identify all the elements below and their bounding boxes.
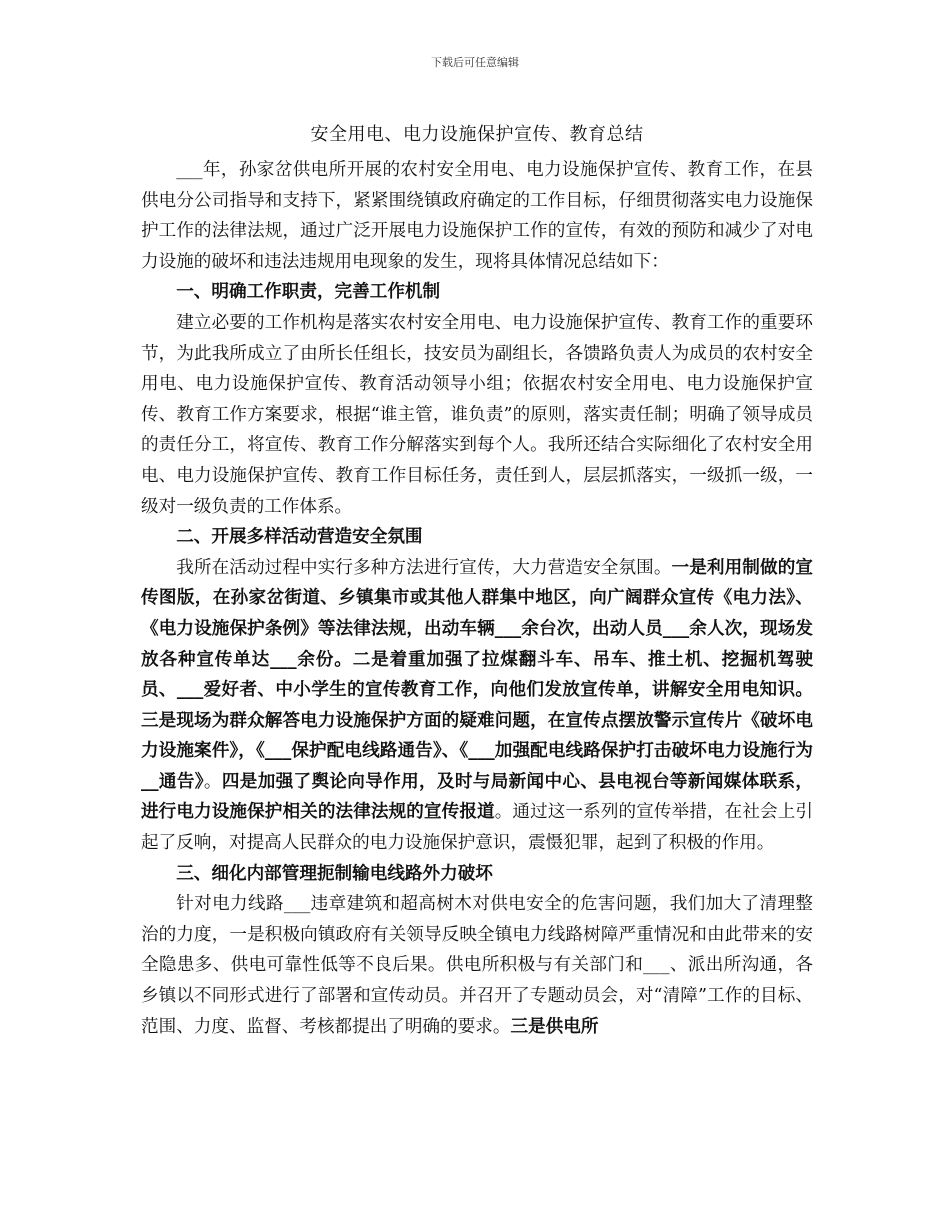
section-3-paragraph: [141, 889, 813, 1042]
section-2-paragraph: [141, 553, 813, 859]
section-2-text-1: 我所在活动过程中实行多种方法进行宣传，大力营造安全氛围。: [176, 557, 672, 578]
intro-paragraph: ___年，孙家岔供电所开展的农村安全用电、电力设施保护宣传、教育工作，在县供电分公司指导和支持下，紧紧围绕镇政府确定的工作目标，仔细贯彻落实电力设施保护工作的法律法规，通过广泛开展电力设施保护工作的宣传，有效的预防和减少了对电力设施的破坏和违法违规用电现象的发生，现将具体情况总结如下：: [141, 160, 813, 272]
section-2-text-3: 。通过这一系列的宣传举措，在社会上引起了反响，对提高人民群众的电力设施保护意识，震慑犯罪，起到了积极的作用。: [141, 802, 813, 854]
page-header: 下载后可任意编辑: [431, 56, 519, 69]
section-2-text-2: 。: [203, 771, 222, 792]
document-body: [141, 118, 813, 1042]
section-3-bold-1: 三是供电所: [510, 1015, 599, 1037]
section-2-heading: 二、开展多样活动营造安全氛围: [176, 526, 423, 548]
section-3-heading: 三、细化内部管理扼制输电线路外力破坏: [176, 862, 493, 884]
section-3-text-1: 针对电力线路___违章建筑和超高树木对供电安全的危害问题，我们加大了清理整治的力度，一是积极向镇政府有关领导反映全镇电力线路树障严重情况和由此带来的安全隐患多、供电可靠性低等不良后果。供电所积极与有关部门和___、派出所沟通，各乡镇以不同形式进行了部署和宣传动员。并召开了专题动员会，对“清障”工作的目标、范围、力度、监督、考核都提出了明确的要求。: [141, 894, 813, 1037]
section-1-heading: 一、明确工作职责，完善工作机制: [176, 281, 441, 303]
section-2-bold-2: 四是加强了舆论向导作用，及时与局新闻中心、县电视台等新闻媒体联系，进行电力设施保护相关的法律法规的宣传报道: [141, 770, 813, 823]
section-2-bold-1: 一是利用制做的宣传图版，在孙家岔街道、乡镇集市或其他人群集中地区，向广阔群众宣传《电力法》、《电力设施保护条例》等法律法规，出动车辆___余台次，出动人员___余人次，现场发放各种宣传单达___余份。二是着重加强了拉煤翻斗车、吊车、推土机、挖掘机驾驶员、___爱好者、中小学生的宣传教育工作，向他们发放宣传单，讲解安全用电知识。三是现场为群众解答电力设施保护方面的疑难问题，在宣传点摆放警示宣传片《破坏电力设施案件》，《___保护配电线路通告》、《___加强配电线路保护打击破坏电力设施行为__通告》: [141, 556, 813, 792]
section-1-paragraph: 建立必要的工作机构是落实农村安全用电、电力设施保护宣传、教育工作的重要环节，为此我所成立了由所长任组长，技安员为副组长，各馈路负责人为成员的农村安全用电、电力设施保护宣传、教育活动领导小组；依据农村安全用电、电力设施保护宣传、教育工作方案要求，根据“谁主管，谁负责”的原则，落实责任制；明确了领导成员的责任分工，将宣传、教育工作分解落实到每个人。我所还结合实际细化了农村安全用电、电力设施保护宣传、教育工作目标任务，责任到人，层层抓落实，一级抓一级，一级对一级负责的工作体系。: [141, 312, 813, 517]
document-title: 安全用电、电力设施保护宣传、教育总结: [310, 124, 644, 145]
